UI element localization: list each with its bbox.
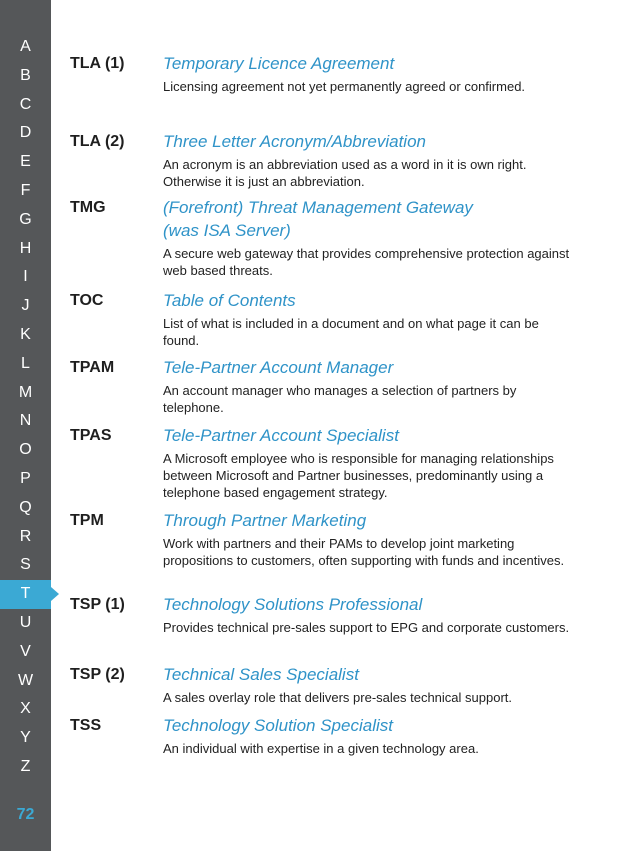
entry-abbreviation: TMG: [70, 199, 106, 216]
letter-index: [0, 33, 51, 782]
entry-content: [163, 714, 573, 764]
entry-term: Technology Solution Specialist: [163, 716, 393, 735]
entry-description: Provides technical pre-sales support to EPG and corporate customers.: [163, 620, 570, 635]
glossary-entry: [70, 424, 630, 509]
entry-content: [163, 52, 573, 130]
entry-content: [163, 196, 573, 289]
entry-term: Tele-Partner Account Manager: [163, 358, 394, 377]
letter-c[interactable]: C: [19, 95, 32, 113]
entry-description: A secure web gateway that provides comprehensive protection against web based threats.: [163, 246, 570, 278]
letter-x[interactable]: X: [20, 700, 31, 718]
letter-n[interactable]: N: [19, 412, 32, 430]
entry-abbreviation: TPAM: [70, 359, 115, 376]
entry-description: A Microsoft employee who is responsible for managing relationships between Microsoft and Partner businesses, predominantly using a telephone based engagement strategy.: [163, 451, 554, 500]
letter-q[interactable]: Q: [19, 498, 32, 516]
glossary-entry: [70, 52, 630, 130]
entry-content: [163, 509, 573, 593]
letter-z[interactable]: Z: [20, 757, 31, 775]
glossary-entry: [70, 196, 630, 289]
glossary-list: [70, 52, 630, 764]
entry-abbreviation: TPAS: [70, 427, 112, 444]
entry-description: An account manager who manages a selection of partners by telephone.: [163, 383, 517, 415]
letter-d[interactable]: D: [19, 124, 32, 142]
entry-abbreviation: TLA (1): [70, 55, 125, 72]
letter-h[interactable]: H: [19, 239, 32, 257]
letter-t-active[interactable]: T: [0, 580, 51, 609]
entry-abbreviation: TPM: [70, 512, 104, 529]
letter-l[interactable]: L: [21, 354, 30, 372]
entry-content: [163, 663, 573, 714]
entry-description: An individual with expertise in a given technology area.: [163, 741, 479, 756]
entry-term: Tele-Partner Account Specialist: [163, 426, 399, 445]
letter-j[interactable]: J: [21, 297, 30, 315]
entry-content: [163, 593, 573, 663]
letter-p[interactable]: P: [20, 469, 31, 487]
entry-content: [163, 356, 573, 424]
entry-description: Licensing agreement not yet permanently agreed or confirmed.: [163, 79, 526, 94]
entry-term: Three Letter Acronym/Abbreviation: [163, 132, 426, 151]
entry-term: Technology Solutions Professional: [163, 595, 423, 614]
letter-w[interactable]: W: [17, 671, 34, 689]
entry-abbreviation: TLA (2): [70, 133, 125, 150]
entry-content: [163, 424, 573, 509]
entry-abbreviation: TSP (1): [70, 596, 125, 613]
letter-s[interactable]: S: [20, 556, 31, 574]
letter-f[interactable]: F: [20, 181, 31, 199]
entry-description: List of what is included in a document and on what page it can be found.: [163, 316, 539, 348]
letter-m[interactable]: M: [18, 383, 33, 401]
page-number: 72: [16, 806, 35, 823]
letter-g[interactable]: G: [19, 210, 32, 228]
entry-term: (Forefront) Threat Management Gateway (was ISA Server): [163, 198, 473, 240]
letter-e[interactable]: E: [20, 153, 31, 171]
entry-description: An acronym is an abbreviation used as a word in it is own right. Otherwise it is just an abbreviation.: [163, 157, 527, 189]
glossary-entry: [70, 509, 630, 593]
entry-term: Technical Sales Specialist: [163, 665, 359, 684]
alphabet-sidebar: [0, 0, 51, 851]
entry-abbreviation: TOC: [70, 292, 104, 309]
entry-content: [163, 289, 573, 356]
entry-term: Temporary Licence Agreement: [163, 54, 395, 73]
letter-r[interactable]: R: [19, 527, 32, 545]
letter-u[interactable]: U: [19, 613, 32, 631]
letter-o[interactable]: O: [19, 441, 32, 459]
entry-description: Work with partners and their PAMs to develop joint marketing propositions to customers, often supporting with funds and incentives.: [163, 536, 565, 568]
entry-abbreviation: TSP (2): [70, 666, 125, 683]
letter-a[interactable]: A: [20, 38, 31, 55]
glossary-entry: [70, 289, 630, 356]
glossary-entry: [70, 356, 630, 424]
glossary-entry: [70, 593, 630, 663]
glossary-entry: [70, 714, 630, 764]
letter-i[interactable]: I: [23, 268, 28, 286]
letter-y[interactable]: Y: [20, 729, 31, 747]
glossary-entry: [70, 130, 630, 196]
letter-b[interactable]: B: [20, 66, 31, 84]
entry-content: [163, 130, 573, 196]
letter-k[interactable]: K: [20, 325, 31, 343]
entry-description: A sales overlay role that delivers pre-sales technical support.: [163, 690, 513, 705]
entry-term: Through Partner Marketing: [163, 511, 367, 530]
entry-term: Table of Contents: [163, 291, 296, 310]
glossary-entry: [70, 663, 630, 714]
entry-abbreviation: TSS: [70, 717, 102, 734]
letter-v[interactable]: V: [20, 642, 31, 660]
